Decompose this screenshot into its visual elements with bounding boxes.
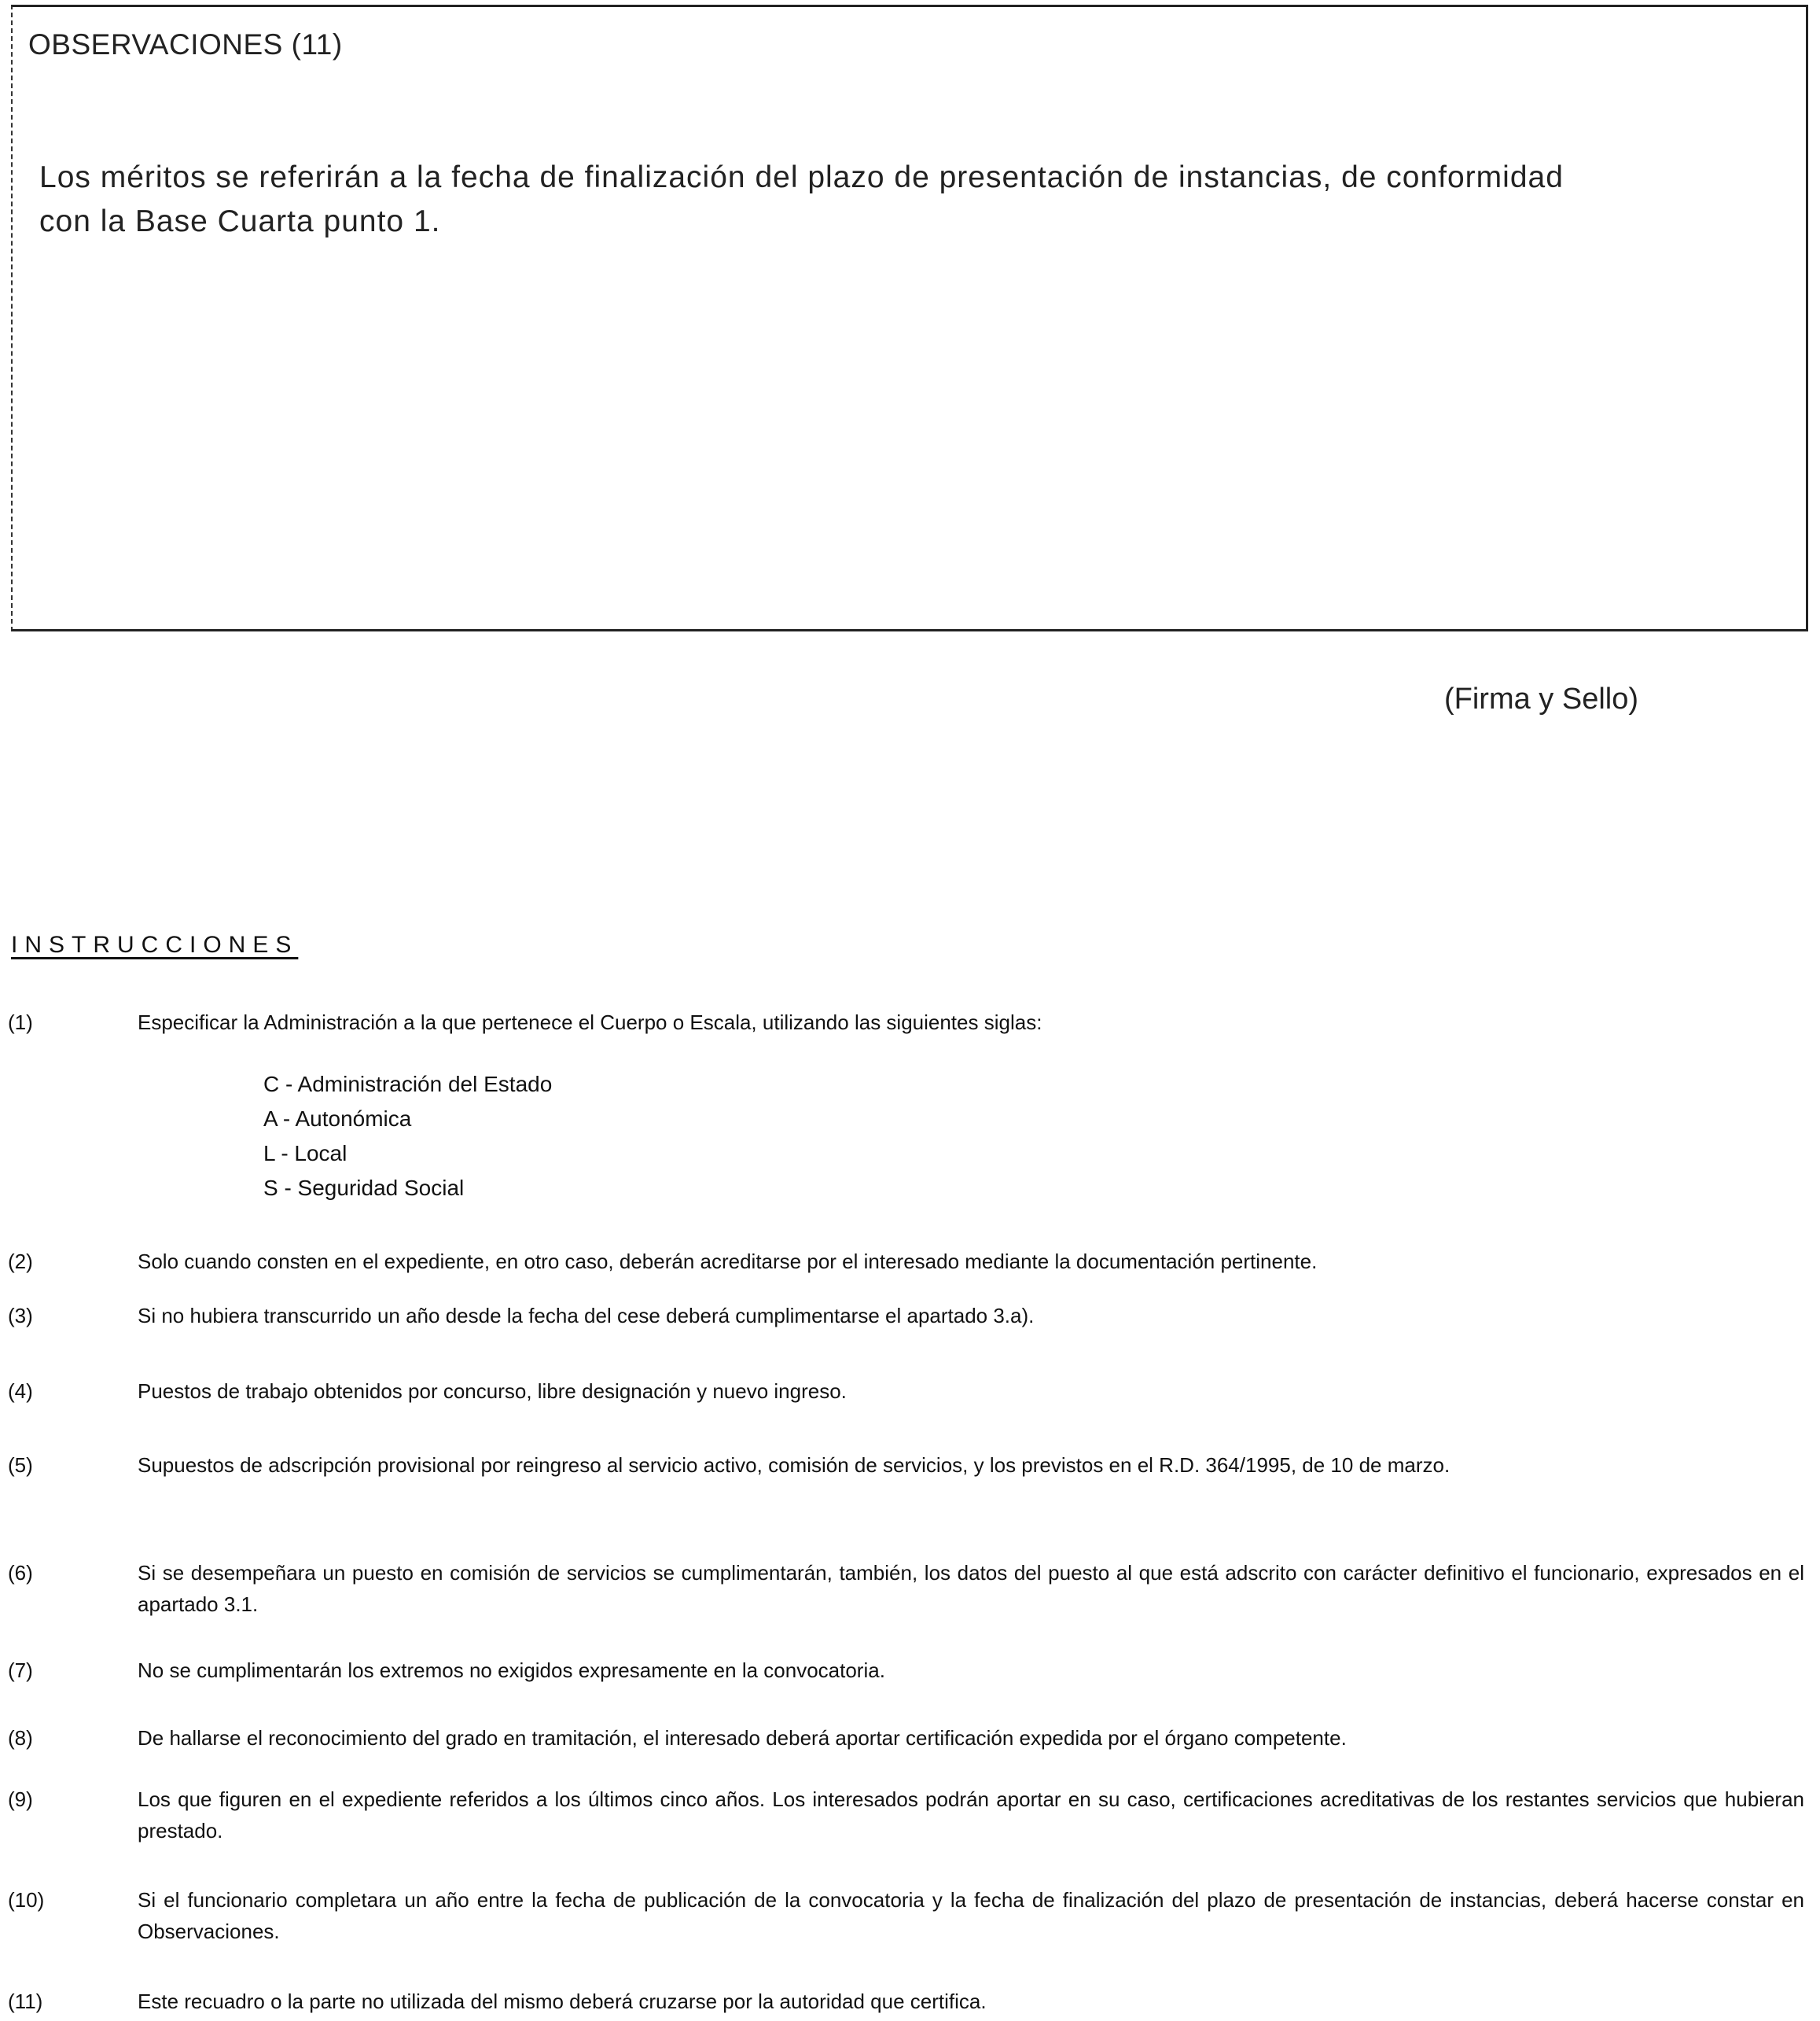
item-number: (7) [8,1658,33,1682]
sigla-item: L - Local [263,1141,347,1165]
item-text: Este recuadro o la parte no utilizada del mismo deberá cruzarse por la autoridad que certifica. [138,1990,987,2013]
item-number: (10) [8,1888,45,1912]
sigla-item: A - Autonómica [263,1106,412,1131]
observaciones-box [11,5,1808,631]
item-text: Los que figuren en el expediente referidos a los últimos cinco años. Los interesados podrán aportar en su caso, certificaciones acreditativas de los restantes servicios que hubieran prestado. [138,1787,1804,1842]
item-text: Supuestos de adscripción provisional por reingreso al servicio activo, comisión de servicios, y los previstos en el R.D. 364/1995, de 10 de marzo. [138,1453,1450,1477]
signature-label: (Firma y Sello) [1444,683,1639,716]
item-text: Si no hubiera transcurrido un año desde la fecha del cese deberá cumplimentarse el apartado 3.a). [138,1304,1035,1327]
item-text: Especificar la Administración a la que pertenece el Cuerpo o Escala, utilizando las siguientes siglas: [138,1010,1042,1034]
observaciones-title: OBSERVACIONES (11) [28,28,343,61]
item-number: (9) [8,1787,33,1811]
item-text: Si el funcionario completara un año entre la fecha de publicación de la convocatoria y la fecha de finalización del plazo de presentación de instancias, deberá hacerse constar en Observaciones. [138,1888,1804,1943]
item-number: (5) [8,1453,33,1477]
instrucciones-heading: INSTRUCCIONES [11,932,299,958]
item-number: (1) [8,1010,33,1034]
item-number: (8) [8,1726,33,1750]
item-number: (4) [8,1379,33,1403]
item-number: (3) [8,1304,33,1327]
observaciones-text: Los méritos se referirán a la fecha de finalización del plazo de presentación de instancias, de conformidad con la Base Cuarta punto 1. [39,160,1564,238]
item-number: (2) [8,1250,33,1273]
item-text: Puestos de trabajo obtenidos por concurso, libre designación y nuevo ingreso. [138,1379,847,1403]
item-text: Solo cuando consten en el expediente, en otro caso, deberán acreditarse por el interesado mediante la documentación pertinente. [138,1250,1318,1273]
item-text: No se cumplimentarán los extremos no exigidos expresamente en la convocatoria. [138,1658,885,1682]
item-text: Si se desempeñara un puesto en comisión de servicios se cumplimentarán, también, los datos del puesto al que está adscrito con carácter definitivo el funcionario, expresados en el apartado 3.1. [138,1561,1804,1616]
sigla-item: C - Administración del Estado [263,1072,553,1096]
item-number: (6) [8,1561,33,1585]
item-number: (11) [8,1990,43,2013]
sigla-item: S - Seguridad Social [263,1176,465,1200]
item-text: De hallarse el reconocimiento del grado en tramitación, el interesado deberá aportar certificación expedida por el órgano competente. [138,1726,1347,1750]
